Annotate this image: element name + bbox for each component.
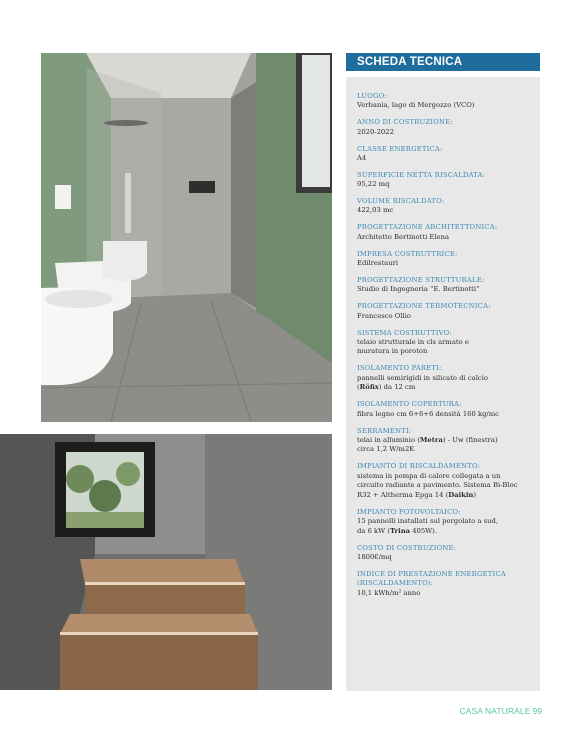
spec-value-part: da 6 kW ( xyxy=(357,526,390,535)
spec-entry-isolamento-copertura xyxy=(357,400,532,419)
spec-value-part: ( xyxy=(357,383,360,392)
spec-label: INDICE DI PRESTAZIONE ENERGETICA xyxy=(357,570,506,579)
spec-entry-architettonica xyxy=(357,223,532,242)
spec-label: ANNO DI COSTRUZIONE: xyxy=(357,118,453,127)
spec-value: circuito radiante a pavimento. Sistema Bi-Bloc xyxy=(357,481,518,490)
spec-entry-isolamento-pareti xyxy=(357,364,532,392)
spec-entry-riscaldamento xyxy=(357,462,532,500)
spec-value: A4 xyxy=(357,153,367,162)
spec-value: sistema in pompa di calore collegata a un xyxy=(357,471,501,480)
spec-value: 2020-2022 xyxy=(357,127,394,136)
spec-value xyxy=(357,383,532,393)
spec-value: Edilrestauri xyxy=(357,258,399,267)
spec-value-part: ) - Uw (finestra) xyxy=(442,435,498,444)
spec-entry-volume xyxy=(357,197,532,216)
spec-entry-sistema-costruttivo xyxy=(357,329,532,357)
spec-label: IMPIANTO FOTOVOLTAICO: xyxy=(357,507,461,516)
spec-entry-superficie xyxy=(357,171,532,190)
spec-value: 10,1 kWh/m² anno xyxy=(357,588,421,597)
photo-stairs xyxy=(0,434,332,690)
spec-value-part: telai in alluminio ( xyxy=(357,435,420,444)
spec-entry-strutturale xyxy=(357,276,532,295)
spec-label: VOLUME RISCALDATO: xyxy=(357,197,445,206)
photo-bathroom xyxy=(41,53,332,422)
spec-value: 422,03 mc xyxy=(357,206,394,215)
spec-sheet-title: SCHEDA TECNICA xyxy=(346,53,540,71)
brand-name: Daikin xyxy=(448,490,474,499)
spec-label: SUPERFICIE NETTA RISCALDATA: xyxy=(357,170,486,179)
brand-name: Trina xyxy=(389,526,411,535)
spec-value: telaio strutturale in cls armato e xyxy=(357,337,469,346)
magazine-name: CASA NATURALE xyxy=(459,706,531,716)
brand-name: Röfix xyxy=(359,383,379,392)
spec-value-part: ) da 12 cm xyxy=(378,383,416,392)
spec-value: pannelli semirigidi in silicato di calcio xyxy=(357,373,488,382)
brand-name: Metra xyxy=(419,435,443,444)
spec-value: circa 1,2 W/m2K xyxy=(357,445,415,454)
spec-label: PROGETTAZIONE TERMOTECNICA: xyxy=(357,302,491,311)
spec-value xyxy=(357,436,532,446)
spec-label: IMPIANTO DI RISCALDAMENTO: xyxy=(357,462,481,471)
spec-entry-serramenti xyxy=(357,427,532,455)
spec-entry-costo xyxy=(357,544,532,563)
spec-value-part: ) xyxy=(473,490,477,499)
spec-label: ISOLAMENTO PARETI: xyxy=(357,364,442,373)
spec-label: COSTO DI COSTRUZIONE: xyxy=(357,543,457,552)
spec-value-part: 405W). xyxy=(410,526,437,535)
spec-entry-indice-prestazione xyxy=(357,570,532,598)
spec-label: SERRAMENTI: xyxy=(357,426,412,435)
spec-entry-luogo xyxy=(357,92,532,111)
spec-label: PROGETTAZIONE STRUTTURALE: xyxy=(357,275,485,284)
spec-entry-classe xyxy=(357,145,532,164)
spec-entry-anno xyxy=(357,118,532,137)
spec-value: Studio di Ingegneria “E. Bertinotti” xyxy=(357,285,480,294)
spec-value xyxy=(357,527,532,537)
spec-entry-impresa xyxy=(357,250,532,269)
page-footer xyxy=(459,706,542,716)
spec-sheet-panel xyxy=(346,77,540,691)
spec-value xyxy=(357,491,532,501)
spec-label: IMPRESA COSTRUTTRICE: xyxy=(357,249,458,258)
spec-value: muratura in poroton xyxy=(357,347,428,356)
spec-label: (RISCALDAMENTO): xyxy=(357,579,434,588)
spec-value-part: R32 + Altherma Epga 14 ( xyxy=(357,490,449,499)
spec-label: LUOGO: xyxy=(357,92,387,100)
spec-label: CLASSE ENERGETICA: xyxy=(357,144,443,153)
page-number: 99 xyxy=(532,706,542,716)
spec-label: ISOLAMENTO COPERTURA: xyxy=(357,400,462,409)
spec-entry-fotovoltaico xyxy=(357,508,532,536)
spec-value: fibra legno cm 6+6+6 densità 160 kg/mc xyxy=(357,409,499,418)
spec-label: SISTEMA COSTRUTTIVO: xyxy=(357,328,452,337)
spec-value: Verbania, lago di Mergozzo (VCO) xyxy=(357,101,475,110)
spec-value: Architetto Bertinotti Elena xyxy=(357,232,450,241)
spec-value: 15 pannelli installati sul pergolato a sud, xyxy=(357,517,499,526)
spec-entry-termotecnica xyxy=(357,302,532,321)
spec-value: Francesco Ollio xyxy=(357,311,411,320)
spec-value: 95,22 mq xyxy=(357,180,390,189)
spec-label: PROGETTAZIONE ARCHITETTONICA: xyxy=(357,223,498,232)
spec-value: 1800€/mq xyxy=(357,553,392,562)
